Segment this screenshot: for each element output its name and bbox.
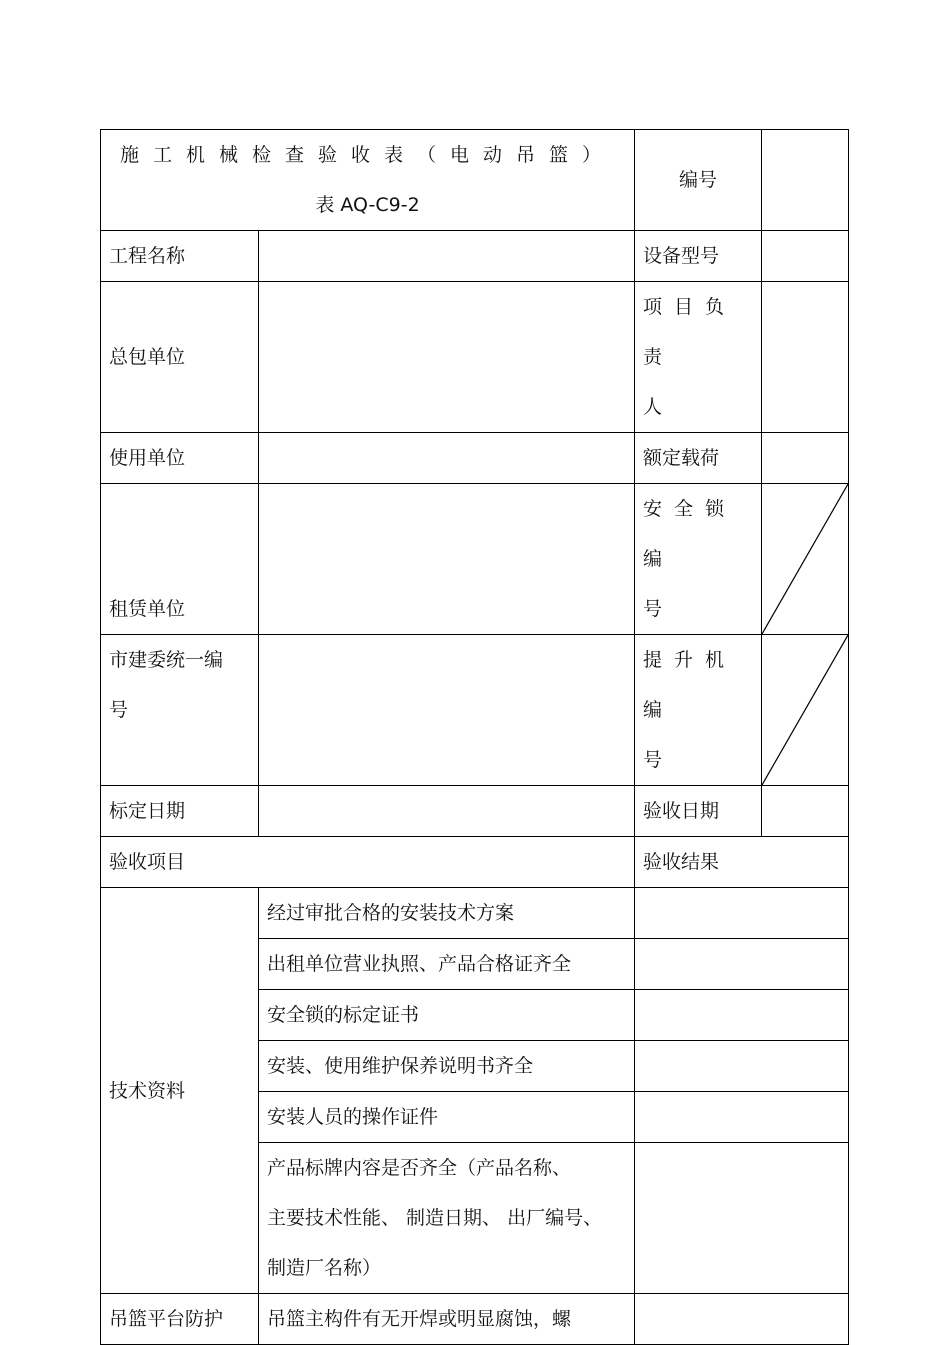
acceptance-item-header: 验收项目 [101, 837, 635, 888]
technical-item-1: 经过审批合格的安装技术方案 [259, 888, 635, 939]
city-code-label-line2: 号 [109, 699, 129, 721]
general-contractor-label: 总包单位 [101, 282, 259, 433]
technical-result-3[interactable] [635, 990, 849, 1041]
hoist-number-label-line1: 提升机编 [643, 649, 737, 721]
city-code-field[interactable] [259, 635, 635, 786]
safety-lock-number-label [635, 484, 762, 635]
city-code-label [101, 635, 259, 786]
project-name-label: 工程名称 [101, 231, 259, 282]
user-unit-row [101, 433, 849, 484]
hoist-number-label-line2: 号 [643, 749, 663, 771]
project-name-field[interactable] [259, 231, 635, 282]
form-title-main: 施工机械检查验收表（电动吊篮） [120, 144, 616, 166]
platform-result-1[interactable] [635, 1294, 849, 1345]
technical-item-4: 安装、使用维护保养说明书齐全 [259, 1041, 635, 1092]
platform-item-1: 吊篮主构件有无开焊或明显腐蚀，螺 [259, 1294, 635, 1345]
platform-row [101, 1294, 849, 1345]
safety-lock-number-label-line1: 安全锁编 [643, 498, 737, 570]
hoist-number-crossed-out [762, 635, 849, 786]
technical-row-1 [101, 888, 849, 939]
equipment-model-label: 设备型号 [635, 231, 762, 282]
project-manager-label-line2: 人 [643, 396, 663, 418]
calibration-date-label: 标定日期 [101, 786, 259, 837]
acceptance-date-field[interactable] [762, 786, 849, 837]
technical-item-6-line3: 制造厂名称） [267, 1257, 382, 1279]
technical-item-3: 安全锁的标定证书 [259, 990, 635, 1041]
city-code-row [101, 635, 849, 786]
calibration-row [101, 786, 849, 837]
platform-protection-category: 吊篮平台防护 [101, 1294, 259, 1345]
technical-result-5[interactable] [635, 1092, 849, 1143]
rated-load-field[interactable] [762, 433, 849, 484]
diagonal-slash-icon [762, 635, 848, 785]
technical-docs-category: 技术资料 [101, 888, 259, 1294]
form-title-code: 表 AQ-C9-2 [315, 194, 420, 216]
user-unit-label: 使用单位 [101, 433, 259, 484]
serial-number-label: 编号 [635, 130, 762, 231]
lessor-unit-field[interactable] [259, 484, 635, 635]
technical-result-6[interactable] [635, 1143, 849, 1294]
technical-item-6-line1: 产品标牌内容是否齐全（产品名称、 [267, 1157, 572, 1179]
title-row [101, 130, 849, 231]
technical-result-4[interactable] [635, 1041, 849, 1092]
rated-load-label: 额定载荷 [635, 433, 762, 484]
form-title [101, 130, 635, 231]
general-contractor-row [101, 282, 849, 433]
technical-result-2[interactable] [635, 939, 849, 990]
header-row [101, 837, 849, 888]
inspection-form-table [100, 129, 849, 1345]
project-manager-label [635, 282, 762, 433]
diagonal-slash-icon [762, 484, 848, 634]
technical-item-2: 出租单位营业执照、产品合格证齐全 [259, 939, 635, 990]
safety-lock-number-label-line2: 号 [643, 598, 663, 620]
general-contractor-field[interactable] [259, 282, 635, 433]
city-code-label-line1: 市建委统一编 [109, 649, 224, 671]
project-name-row [101, 231, 849, 282]
lessor-unit-row [101, 484, 849, 635]
safety-lock-number-crossed-out [762, 484, 849, 635]
technical-item-6 [259, 1143, 635, 1294]
lessor-unit-label: 租赁单位 [101, 484, 259, 635]
project-manager-label-line1: 项目负责 [643, 296, 737, 368]
serial-number-field[interactable] [762, 130, 849, 231]
technical-result-1[interactable] [635, 888, 849, 939]
technical-item-6-line2: 主要技术性能、 制造日期、 出厂编号、 [267, 1207, 603, 1229]
project-manager-field[interactable] [762, 282, 849, 433]
equipment-model-field[interactable] [762, 231, 849, 282]
technical-item-5: 安装人员的操作证件 [259, 1092, 635, 1143]
acceptance-date-label: 验收日期 [635, 786, 762, 837]
user-unit-field[interactable] [259, 433, 635, 484]
hoist-number-label [635, 635, 762, 786]
calibration-date-field[interactable] [259, 786, 635, 837]
acceptance-result-header: 验收结果 [635, 837, 849, 888]
